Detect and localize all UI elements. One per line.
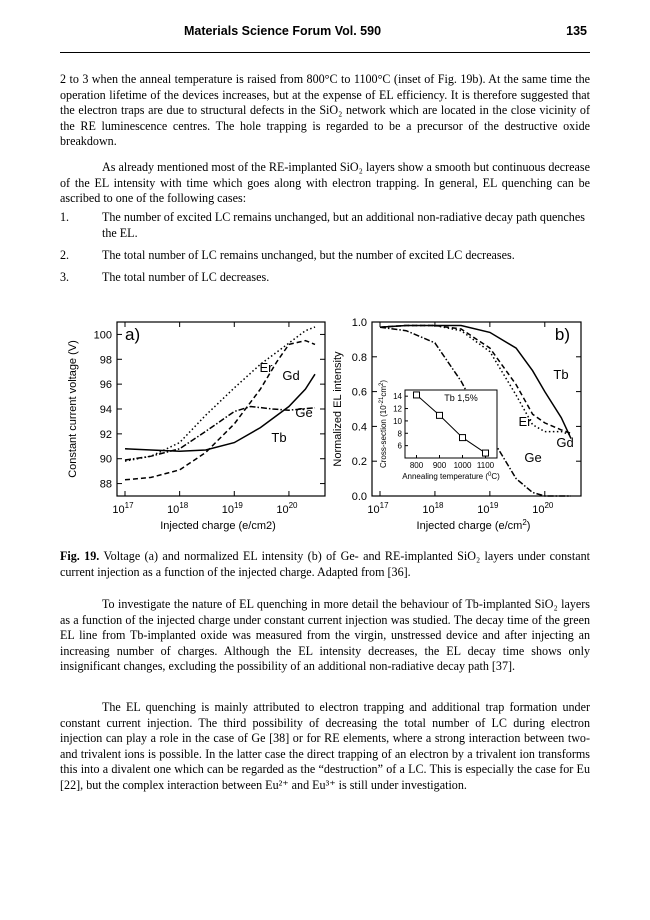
chart-panel-b <box>332 317 581 532</box>
series-label-gd: Gd <box>556 435 574 450</box>
figure-19 <box>0 300 650 550</box>
inset-x-label: Annealing temperature ($^0$C) <box>402 472 500 481</box>
figure-svg <box>0 300 650 550</box>
y-tick-label: 0.0 <box>351 491 367 503</box>
x-tick-label: $10^{19}$ <box>477 501 499 516</box>
x-tick-label: $10^{17}$ <box>112 501 134 516</box>
y-tick-label: 0.2 <box>351 456 367 469</box>
x-tick-label: $10^{18}$ <box>422 501 444 516</box>
series-label-tb: Tb <box>553 367 569 382</box>
list-number: 2. <box>60 248 70 262</box>
figure-caption <box>60 549 590 580</box>
inset-y-label: Cross-section $(10^{-21}cm^2)$ <box>379 379 388 469</box>
inset-y-tick-label: 14 <box>393 392 402 402</box>
y-tick-label: 0.8 <box>351 351 367 364</box>
list-number: 3. <box>60 270 70 284</box>
series-label-gd: Gd <box>282 368 300 383</box>
inset-y-tick-label: 6 <box>397 441 402 451</box>
running-header <box>60 22 590 53</box>
y-tick-label: 1.0 <box>351 317 367 329</box>
y-axis-label: Normalized EL intensity <box>332 351 344 467</box>
list-text: The number of excited LC remains unchanged, but an additional non-radiative decay path quenches the EL. <box>102 210 585 240</box>
inset-title: Tb 1,5% <box>444 393 478 403</box>
inset-x-tick-label: 1100 <box>476 461 495 470</box>
inset-point <box>483 450 489 456</box>
paragraph-1: 2 to 3 when the anneal temperature is raised from 800°C to 1100°C (inset of Fig. 19b). At the same time the operation lifetime of the devices increases, but at the expense of EL efficiency. It is therefore suggested that the electron traps are due to structural defects in the SiO₂ network which are located in the close vicinity of the RE luminescence centres. The hole trapping is regarded to be a precursor of the destructive oxide breakdown. <box>60 72 590 149</box>
x-tick-label: $10^{20}$ <box>532 501 554 516</box>
x-axis-label: Injected charge (e/cm2) <box>160 520 276 532</box>
x-tick-label: $10^{18}$ <box>167 501 189 516</box>
page-number: 135 <box>566 24 587 38</box>
y-tick-label: 0.6 <box>351 386 367 399</box>
x-tick-label: $10^{20}$ <box>276 501 298 516</box>
y-tick-label: 90 <box>99 453 112 466</box>
series-label-er: Er <box>518 414 532 429</box>
series-label-ge: Ge <box>295 405 313 420</box>
inset-x-tick-label: 900 <box>432 461 447 470</box>
list-number: 1. <box>60 210 70 224</box>
inset-x-tick-label: 1000 <box>453 461 472 470</box>
plot-frame <box>117 322 325 496</box>
y-axis-label: Constant current voltage (V) <box>67 340 79 478</box>
inset-x-tick-label: 800 <box>409 461 424 470</box>
inset-y-tick-label: 8 <box>397 429 402 439</box>
panel-label: a) <box>125 325 141 344</box>
paragraph-3: To investigate the nature of EL quenching in more detail the behaviour of Tb-implanted SiO₂ layers as a function of the injected charge under constant current injection was studied. The decay time of the green EL line from Tb-implanted oxide was measured from the virgin, unstressed device and after injecting an increasing number of charges. Although the EL intensity decreases, the EL decay time shows only insignificant changes, excluding the possibility of an additional non-radiative decay path [37]. <box>60 597 590 674</box>
y-tick-label: 98 <box>99 354 112 367</box>
inset-point <box>460 435 466 441</box>
inset-point <box>414 392 420 398</box>
journal-title: Materials Science Forum Vol. 590 <box>183 24 382 38</box>
paragraph-2: As already mentioned most of the RE-implanted SiO₂ layers show a smooth but continuous decrease of the EL intensity with time which goes along with electron trapping. In general, EL quenching can be ascribed to one of the following cases: <box>60 160 590 206</box>
x-axis-label: Injected charge $(e/cm^2)$ <box>416 518 531 532</box>
y-tick-label: 96 <box>99 379 112 392</box>
series-label-tb: Tb <box>271 430 287 445</box>
chart-panel-a <box>67 322 325 532</box>
series-label-er: Er <box>259 360 273 375</box>
caption-text: Voltage (a) and normalized EL intensity (b) of Ge- and RE-implanted SiO₂ layers under constant current injection as a function of the injected charge. Adapted from [36]. <box>60 549 590 579</box>
list-text: The total number of LC decreases. <box>102 270 270 284</box>
series-label-ge: Ge <box>524 450 542 465</box>
y-tick-label: 0.4 <box>351 421 367 434</box>
x-tick-label: $10^{17}$ <box>367 501 389 516</box>
list-text: The total number of LC remains unchanged, but the number of excited LC decreases. <box>102 248 515 262</box>
inset-y-tick-label: 12 <box>393 404 402 414</box>
y-tick-label: 94 <box>99 404 112 416</box>
inset-point <box>437 412 443 418</box>
panel-label: b) <box>554 325 570 344</box>
y-tick-label: 100 <box>93 329 112 342</box>
inset-chart <box>379 380 500 481</box>
x-tick-label: $10^{19}$ <box>221 501 243 516</box>
y-tick-label: 88 <box>99 478 112 491</box>
paragraph-4: The EL quenching is mainly attributed to electron trapping and additional trap formation under constant current injection. The third possibility of decreasing the total number of LC during electron injection can play a role in the case of Ge [38] or for RE elements, where a strong interaction between two- and trivalent ions is possible. In the latter case the direct trapping of an electron by a trivalent ion transforms this into a divalent one which can be regarded as the “destruction” of a LC. This is especially the case for Eu [22], but the complex interaction between Eu²⁺ and Eu³⁺ is still under investigation. <box>60 700 590 792</box>
caption-label: Fig. 19. <box>60 549 100 563</box>
inset-y-tick-label: 10 <box>393 416 402 426</box>
y-tick-label: 92 <box>99 428 112 441</box>
